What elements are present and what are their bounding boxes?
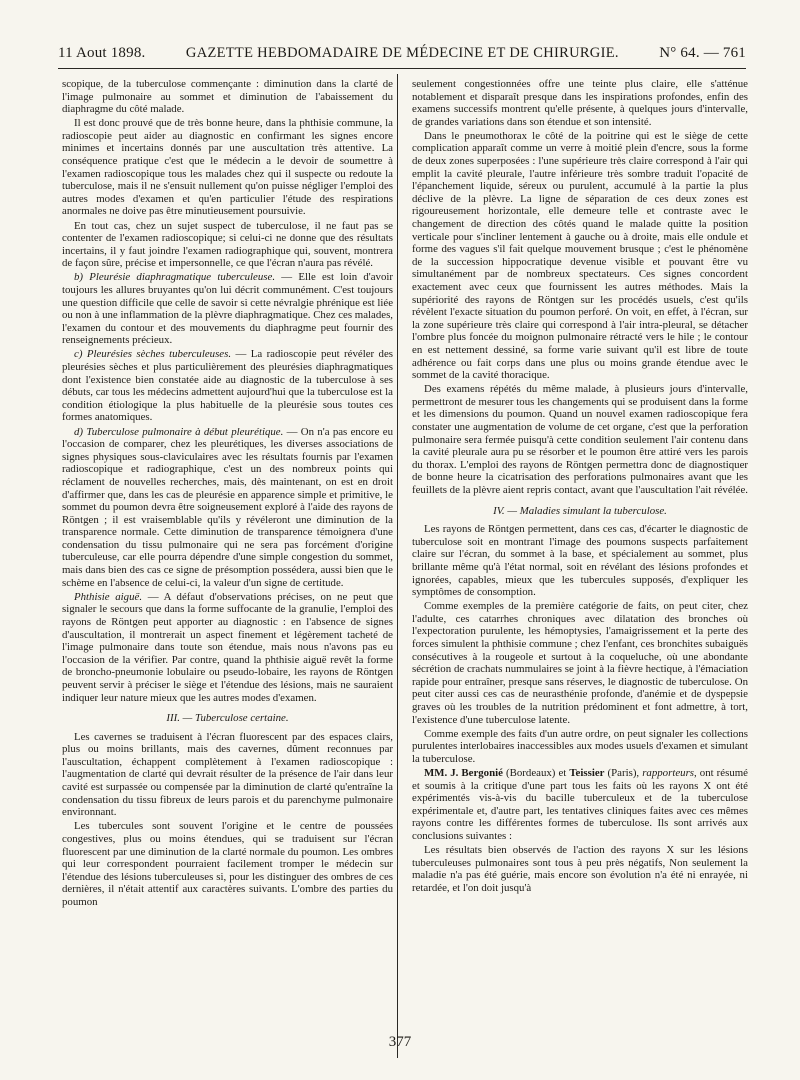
paragraph: Des examens répétés du même malade, à plusieurs jours d'intervalle, permettront de mesurer tous les changements qui se produisent dans la forme et les dimensions du poumon. Quand un nouvel examen radioscopique fera constater une augmentation de volume de cet organe, c'est que la perforation pulmonaire sera fermée puisqu'à cette condition seulement l'air contenu dans la cavité pleurale aura pu se résorber et le poumon être attiré vers les parois du thorax. L'emploi des rayons de Röntgen permettra donc de diagnostiquer de bonne heure la cicatrisation des perforations pulmonaires avant que les feuillets de la plèvre aient repris contact, avant que l'auscultation l'ait révélée.	[412, 383, 748, 496]
paragraph	[412, 767, 748, 843]
paragraph: En tout cas, chez un sujet suspect de tuberculose, il ne faut pas se contenter de l'examen radioscopique; si celui-ci ne donne que des résultats incertains, il y faut joindre l'examen radiographique qui, souvent, montrera de façon sûre, précise et impersonnelle, ce que l'écran n'aura pas révélé.	[62, 219, 393, 270]
paragraph: Comme exemples de la première catégorie de faits, on peut citer, chez l'adulte, ces catarrhes chroniques avec dilatation des bronches où l'expectoration purulente, les hémoptysies, l'amaigrissement et la perte des forces simulent la phthisie commune ; chez l'enfant, ces bronchites subaiguës consécutives à la rougeole et surtout à la coqueluche, où une abondante sécrétion de crachats nummulaires se joint à la fièvre hectique, à l'émaciation rapide pour entraîner, presque sans réserves, le diagnostic de tuberculose. On peut citer aussi ces cas de neurasthénie profonde, d'anémie et de dyspepsie graves où les troubles de la nutrition prédominent et font admettre, à tort, l'existence d'une tuberculose latente.	[412, 600, 748, 726]
paragraph-text: (Paris),	[604, 766, 643, 779]
paragraph: Les rayons de Röntgen permettent, dans ces cas, d'écarter le diagnostic de tuberculose soit en montrant l'image des poumons suspects parfaitement claire sur l'écran, du sommet à la base, et spécialement au sommet, plus brillante même qu'à l'état normal, soit en révélant des lésions profondes et ignorées, capables, mieux que les tubercules supposés, d'expliquer les symptômes de consomption.	[412, 523, 748, 599]
right-column	[412, 78, 748, 1056]
paragraph	[62, 271, 393, 347]
header-date: 11 Aout 1898.	[58, 44, 146, 61]
paragraph: Comme exemple des faits d'un autre ordre, on peut signaler les collections purulentes interlobaires inaccessibles aux modes usuels d'examen et simulant la tuberculose.	[412, 727, 748, 765]
section-heading-iii: III. — Tuberculose certaine.	[166, 712, 289, 725]
paragraph: Dans le pneumothorax le côté de la poitrine qui est le siège de cette complication apparaît comme un verre à moitié plein d'encre, sous la forme de deux zones superposées : l'une supérieure très claire correspond à l'air qui emplit la cavité pleurale, l'autre inférieure très sombre traduit l'opacité de l'épanchement liquide, séreux ou purulent, accumulé à la partie la plus déclive de la plèvre. La ligne de séparation de ces deux zones est rigoureusement horizontale, elle demeure telle et contraste avec le changement de direction des côtés quand le malade quitte la position verticale pour s'incliner lentement à gauche ou à droite, mais elle ondule et forme des vagues s'il fait quelque mouvement brusque ; c'est le phénomène de la succession hippocratique devenue visible et pouvant être vu simultanément par de nombreux spectateurs. Ces signes concordent exactement avec ceux que fournissent les autres méthodes. Mais la supériorité des rayons de Röntgen sur les procédés usuels, c'est qu'ils révèlent l'exacte situation du poumon perforé. On voit, en effet, à l'écran, sur la zone supérieure très claire qui correspond à l'air intra-pleural, se détacher l'ombre plus foncée du moignon pulmonaire rétracté vers le hile ; le contour en est nettement dessiné, sa forme varie suivant qu'il est libre de toute adhérence ou fait corps dans une plus ou moins grande étendue avec le sommet de la cavité thoracique.	[412, 129, 748, 382]
paragraph-text: — La radioscopie peut révéler des pleurésies sèches et plus particulièrement des pleurésies diaphragmatiques dont l'existence bien constatée aide au diagnostic de la tuberculose à ses débuts, car tous les médecins admettent aujourd'hui que la tuberculose est la condition étiologique la plus habituelle de la pleurésie sous toutes ces formes anatomiques.	[62, 348, 393, 424]
subheading-b: b) Pleurésie diaphragmatique tuberculeuse.	[74, 271, 276, 284]
left-column	[62, 78, 393, 1056]
paragraph: Les cavernes se traduisent à l'écran fluorescent par des espaces clairs, plus ou moins brillants, mais des cavernes, dûment reconnues par l'auscultation, échappent complètement à l'examen radioscopique : l'augmentation de clarté qui devrait résulter de la présence de l'air dans leur cavité est surpassée ou compensée par la diminution de clarté qu'entraîne la condensation du tissu fibreux de leurs parois et du parenchyme pulmonaire environnant.	[62, 730, 393, 819]
author-names: Teissier	[569, 766, 605, 779]
paragraph: Les tubercules sont souvent l'origine et le centre de poussées congestives, plus ou moins étendues, qui se traduisent sur l'écran fluorescent par une diminution de la clarté normale du poumon. Les ombres qui leur correspondent pourraient facilement tromper le médecin sur l'étendue des lésions tuberculeuses si, pour les distinguer des ombres de ces dernières, il n'était attentif aux caractères suivants. L'ombre des parties du poumon	[62, 820, 393, 908]
issue-number: N° 64. — 761	[659, 44, 746, 61]
paragraph: Les résultats bien observés de l'action des rayons X sur les lésions tuberculeuses pulmonaires sont tous à peu près négatifs, Non seulement la maladie n'a pas été guérie, mais encore son évolution n'a été ni enrayée, ni retardée, et l'on doit jusqu'à	[412, 844, 748, 894]
subheading-d: d) Tuberculose pulmonaire à début pleurétique.	[74, 425, 284, 438]
paragraph: Il est donc prouvé que de très bonne heure, dans la phthisie commune, la radioscopie peut aider au diagnostic en confirmant les signes encore minimes et incertains donnés par une auscultation très attentive. La conséquence pratique c'est que le médecin a le devoir de soumettre à l'examen radioscopique tous les malades chez qui il suspecte ou redoute la tuberculose, mais il ne s'ensuit nullement qu'on puisse négliger l'emploi des autres modes d'examen et qu'en particulier l'étude des respirations anormales ne doive pas être minutieusement poursuivie.	[62, 117, 393, 218]
paragraph-text: , ont résumé et soumis à la critique d'une part tous les faits où les rayons X ont été expérimentés vis-à-vis du bacille tuberculeux et de la tuberculose expérimentale et, d'autre part, les tentatives cliniques faites avec ces mêmes rayons contre les différentes formes de tuberculose. Ils sont arrivés aux conclusions suivantes :	[412, 766, 748, 842]
paragraph	[62, 591, 393, 704]
subheading-phthisie: Phthisie aiguë.	[74, 590, 143, 603]
paragraph: seulement congestionnées offre une teinte plus claire, elle s'atténue notablement et disparaît presque dans les inspirations profondes, enfin des examens successifs montrent qu'elle présente, à quelques jours d'intervalle, de grandes variations dans son étendue et son intensité.	[412, 78, 748, 128]
paragraph-text: (Bordeaux) et	[502, 766, 570, 779]
paragraph	[62, 426, 393, 590]
paragraph: scopique, de la tuberculose commençante : diminution dans la clarté de l'image pulmonaire au sommet et diminution de l'abaissement du diaphragme du côté malade.	[62, 78, 393, 116]
column-divider	[397, 74, 398, 1058]
running-header	[58, 38, 746, 69]
role-label: rapporteurs	[642, 766, 695, 779]
paragraph-text: — Elle est loin d'avoir toujours les allures bruyantes qu'on lui décrit communément. C'est toujours une question difficile que celle de savoir si cette névralgie phrénique est liée ou non à une inflammation de la plèvre diaphragmatique. Chez ces malades, l'examen du contour et des mouvements du diaphragme peut fournir des renseignements précieux.	[62, 271, 393, 347]
paragraph-text: — A défaut d'observations précises, on ne peut que signaler le secours que dans la forme suffocante de la granulie, l'emploi des rayons de Röntgen peut apporter au diagnostic : en l'absence de signes d'auscultation, il montrerait un aspect finement et légèrement tacheté de l'image pulmonaire dans toute son étendue, mais nous n'avons pas eu l'occasion de la vérifier. Par contre, quand la phthisie aiguë revêt la forme de broncho-pneumonie lobulaire ou pseudo-lobaire, les rayons de Röntgen peuvent servir à préciser le siège et l'étendue des lésions, mais ne sauraient indiquer leur nature mieux que les autres modes d'examen.	[62, 590, 393, 704]
author-names: MM. J. Bergonié	[424, 766, 503, 779]
page-number: 377	[388, 1034, 412, 1050]
section-heading-iv: IV. — Maladies simulant la tuberculose.	[493, 504, 667, 517]
subheading-c: c) Pleurésies sèches tuberculeuses.	[74, 348, 232, 361]
paragraph	[62, 348, 393, 424]
journal-title: GAZETTE HEBDOMADAIRE DE MÉDECINE ET DE CHIRURGIE.	[185, 44, 619, 61]
paragraph-text: — On n'a pas encore eu l'occasion de comparer, chez les pleurétiques, les diverses associations de signes physiques sous-claviculaires avec les résultats fournis par l'examen radioscopique et radiographique, c'est un des nombreux points qui réclament de nouvelles recherches, mais, dès maintenant, on est en droit d'affirmer que, dans les cas de pleurésie en apparence simple et primitive, le sommet du poumon devra être soigneusement exploré à l'aide des rayons de Röntgen ; il est vraisemblable qu'ils y révéleront une diminution de la transparence normale. Cette diminution de transparence témoignera d'une condensation du tissu pulmonaire qui ne sera pas forcément d'origine tuberculeuse, car elle pourra dépendre d'une simple congestion du sommet, mais dans bien des cas ce signe de présomption possédera, aussi bien que le schème en l'absence de celui-ci, la valeur d'un signe de certitude.	[62, 425, 393, 589]
